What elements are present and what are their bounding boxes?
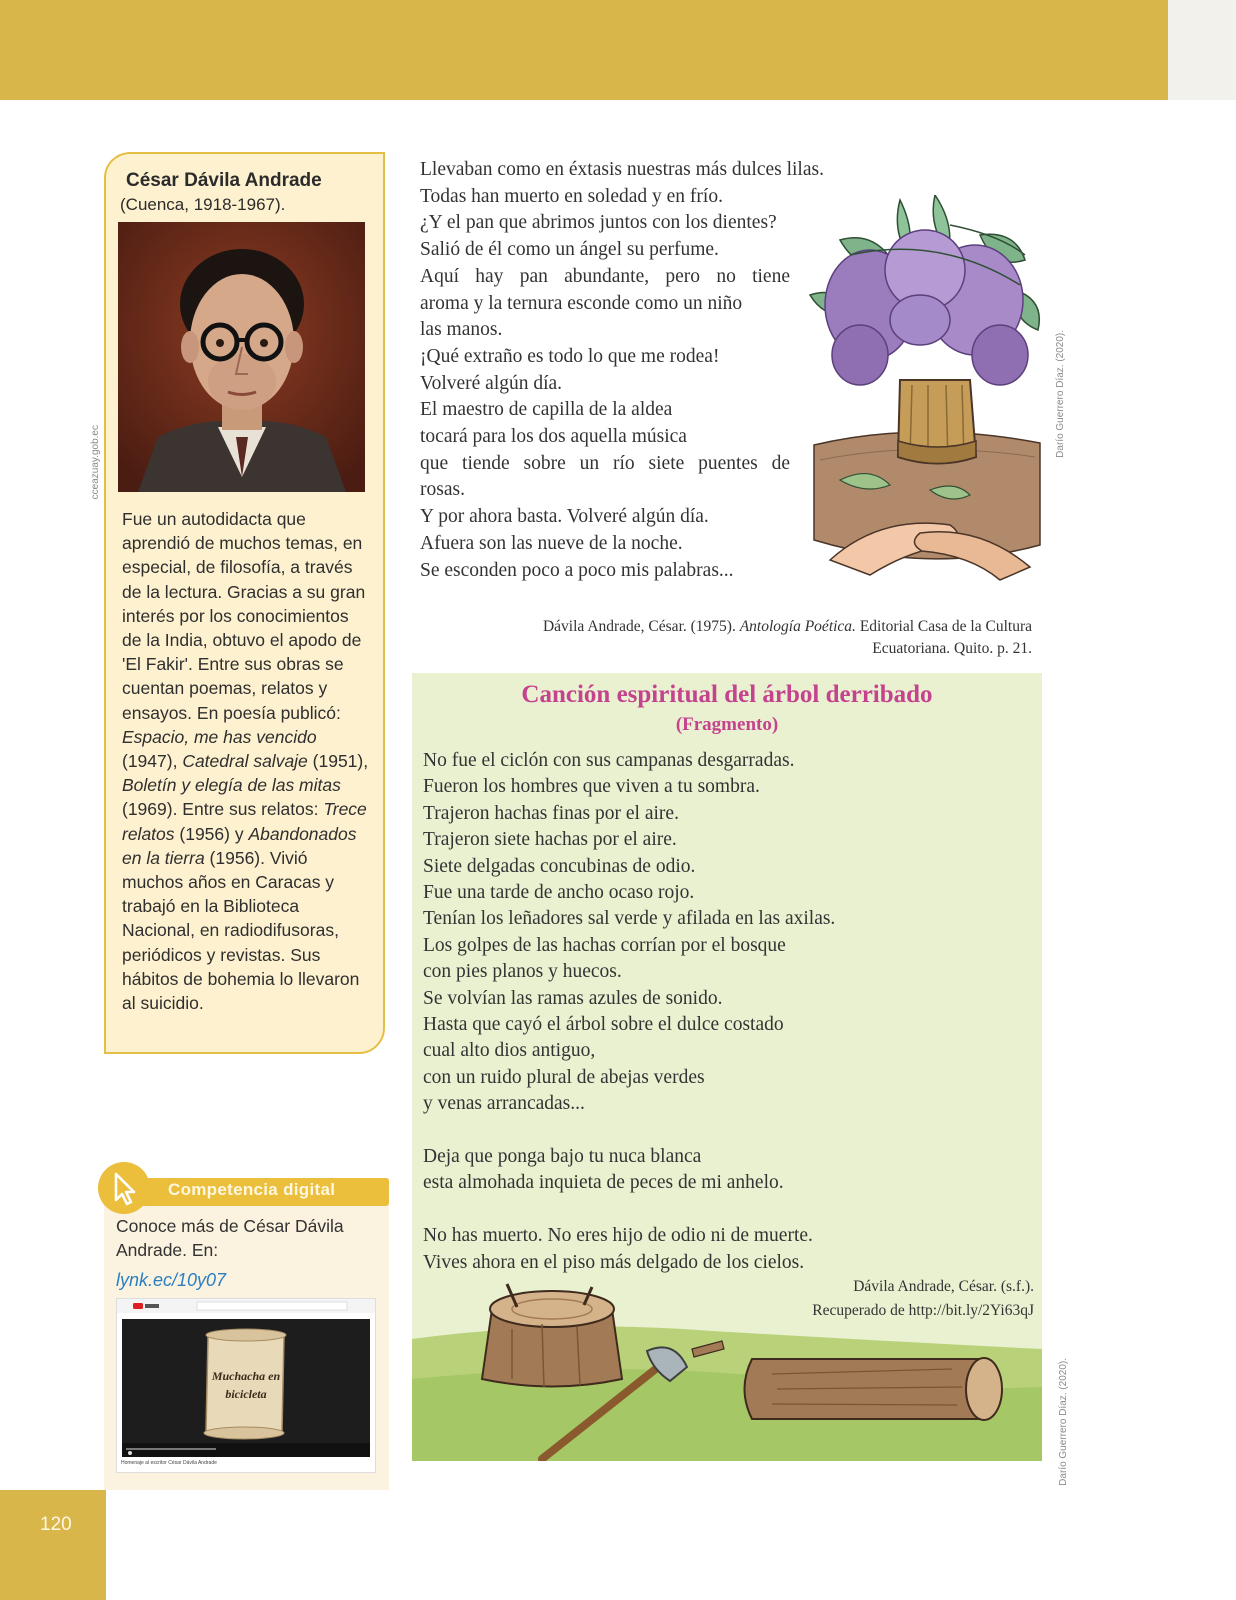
poem-line: El maestro de capilla de la aldea bbox=[420, 399, 673, 421]
poem-line: rosas. bbox=[420, 479, 465, 501]
poem-line: Y por ahora basta. Volveré algún día. bbox=[420, 506, 709, 528]
digital-competence-box bbox=[104, 1178, 389, 1490]
citation-author: Dávila Andrade, César. (1975). bbox=[542, 618, 740, 635]
poem-line: Vives ahora en el piso más delgado de los cielos. bbox=[423, 1251, 805, 1273]
poem-line: las manos. bbox=[420, 319, 503, 341]
bio-work-title: Boletín y elegía de las mitas bbox=[122, 775, 341, 796]
illustration-credit: Darío Guerrero Díaz. (2020). bbox=[1058, 1358, 1069, 1486]
bio-text-6: (1956). Vivió muchos años en Caracas y trabajó en la Biblioteca Nacional, en radiodifusoras, periódicos y revistas. Sus hábitos de bohemia lo llevaron al suicidio. bbox=[122, 847, 360, 1014]
video-thumbnail[interactable] bbox=[116, 1298, 376, 1473]
poem-line: Llevaban como en éxtasis nuestras más dulces lilas. bbox=[420, 159, 824, 180]
poem-line: Fue una tarde de ancho ocaso rojo. bbox=[423, 882, 695, 904]
poem-line: y venas arrancadas... bbox=[423, 1093, 585, 1115]
stanza-break bbox=[423, 1118, 1023, 1144]
lilac-vase-illustration bbox=[800, 195, 1048, 585]
digital-competence-title: Competencia digital bbox=[168, 1180, 336, 1199]
poem-line: Todas han muerto en soledad y en frío. bbox=[420, 185, 723, 207]
poem-line: Se esconden poco a poco mis palabras... bbox=[420, 559, 734, 581]
poem-citation bbox=[420, 616, 1032, 660]
citation-publisher: Editorial Casa de la Cultura bbox=[855, 618, 1032, 635]
bio-text-2: (1947), bbox=[122, 751, 183, 772]
photo-source-credit: cceazuay.gob.ec bbox=[90, 425, 101, 500]
poem-body bbox=[423, 748, 1023, 1276]
bio-work-title: Abandonados en la tierra bbox=[122, 823, 357, 868]
video-scroll-text: Muchacha en bicicleta bbox=[211, 1369, 281, 1401]
poem-line: con pies planos y huecos. bbox=[423, 961, 622, 983]
poem-line: Afuera son las nueve de la noche. bbox=[420, 532, 683, 554]
bio-work-title: Catedral salvaje bbox=[182, 751, 308, 772]
author-portrait bbox=[118, 222, 365, 492]
bio-text-3: (1951), bbox=[307, 751, 369, 772]
poem-line: que tiende sobre un río siete puentes de bbox=[420, 452, 790, 474]
poem-citation bbox=[712, 1275, 1034, 1323]
author-biography bbox=[122, 507, 372, 1015]
page-number-tab bbox=[0, 1490, 106, 1600]
bio-work-title: Espacio, me has vencido bbox=[122, 726, 317, 747]
bio-text-5: (1956) y bbox=[174, 823, 249, 844]
poem-title: Canción espiritual del árbol derribado bbox=[521, 681, 933, 708]
bio-work-title: Trece relatos bbox=[122, 799, 367, 844]
top-color-band bbox=[0, 0, 1168, 100]
poem-line: tocará para los dos aquella música bbox=[420, 426, 687, 448]
poem-line: Aquí hay pan abundante, pero no tiene bbox=[420, 265, 790, 287]
poem-line: Hasta que cayó el árbol sobre el dulce costado bbox=[423, 1014, 784, 1036]
poem-box bbox=[412, 673, 1042, 1461]
poem-line: No fue el ciclón con sus campanas desgarradas. bbox=[423, 750, 795, 771]
poem-line: ¡Qué extraño es todo lo que me rodea! bbox=[420, 345, 720, 367]
citation-work-title: Antología Poética. bbox=[739, 618, 856, 635]
bio-text-1: Fue un autodidacta que aprendió de muchos temas, en especial, de filosofía, a través de la lectura. Gracias a su gran interés por los conocimientos de la India, obtuvo el apodo de 'El Fakir'. Entre sus obras se cuentan poemas, relatos y ensayos. En poesía publicó: bbox=[122, 509, 366, 723]
page-number: 120 bbox=[40, 1514, 72, 1535]
top-band-edge bbox=[1168, 0, 1236, 100]
poem-line: Deja que ponga bajo tu nuca blanca bbox=[423, 1146, 702, 1168]
video-caption: Homenaje al escritor César Dávila Andrade bbox=[121, 1460, 217, 1466]
poem-line: Tenían los leñadores sal verde y afilada en las axilas. bbox=[423, 908, 836, 930]
poem-line: esta almohada inquieta de peces de mi anhelo. bbox=[423, 1172, 784, 1194]
citation-place: Ecuatoriana. Quito. p. 21. bbox=[872, 640, 1032, 657]
poem-line: Los golpes de las hachas corrían por el bosque bbox=[423, 934, 786, 956]
cursor-badge bbox=[98, 1162, 150, 1214]
poem-line: cual alto dios antiguo, bbox=[423, 1040, 596, 1062]
citation-author: Dávila Andrade, César. (s.f.). bbox=[853, 1278, 1034, 1295]
video-site-bar bbox=[117, 1299, 375, 1313]
digital-competence-header bbox=[128, 1178, 389, 1206]
author-bio-box bbox=[104, 152, 385, 1054]
poem-line: ¿Y el pan que abrimos juntos con los dientes? bbox=[420, 212, 777, 234]
author-dates: (Cuenca, 1918-1967). bbox=[120, 195, 286, 214]
poem-line: Trajeron hachas finas por el aire. bbox=[423, 802, 679, 824]
poem-line: aroma y la ternura esconde como un niño bbox=[420, 292, 743, 314]
poem-subtitle: (Fragmento) bbox=[675, 714, 779, 735]
digital-competence-text: Conoce más de César Dávila Andrade. En: bbox=[116, 1216, 344, 1260]
poem-line: con un ruido plural de abejas verdes bbox=[423, 1066, 705, 1088]
video-player[interactable] bbox=[122, 1319, 370, 1457]
poem-line: Fueron los hombres que viven a tu sombra. bbox=[423, 776, 760, 798]
poem-line: Trajeron siete hachas por el aire. bbox=[423, 829, 677, 851]
illustration-credit: Darío Guerrero Díaz. (2020). bbox=[1055, 330, 1066, 458]
bio-text-4: (1969). Entre sus relatos: bbox=[122, 799, 324, 820]
poem-line: Volveré algún día. bbox=[420, 372, 563, 394]
citation-url: Recuperado de http://bit.ly/2Yi63qJ bbox=[812, 1302, 1034, 1319]
poem-line: Salió de él como un ángel su perfume. bbox=[420, 239, 719, 261]
author-name: César Dávila Andrade bbox=[126, 170, 322, 191]
cursor-icon bbox=[98, 1162, 150, 1214]
resource-link[interactable]: lynk.ec/10y07 bbox=[116, 1270, 227, 1290]
poem-line: No has muerto. No eres hijo de odio ni de muerte. bbox=[423, 1225, 813, 1247]
stanza-break bbox=[423, 1197, 1023, 1223]
poem-fragment bbox=[420, 157, 824, 584]
poem-line: Se volvían las ramas azules de sonido. bbox=[423, 987, 723, 1009]
poem-line: Siete delgadas concubinas de odio. bbox=[423, 855, 696, 877]
